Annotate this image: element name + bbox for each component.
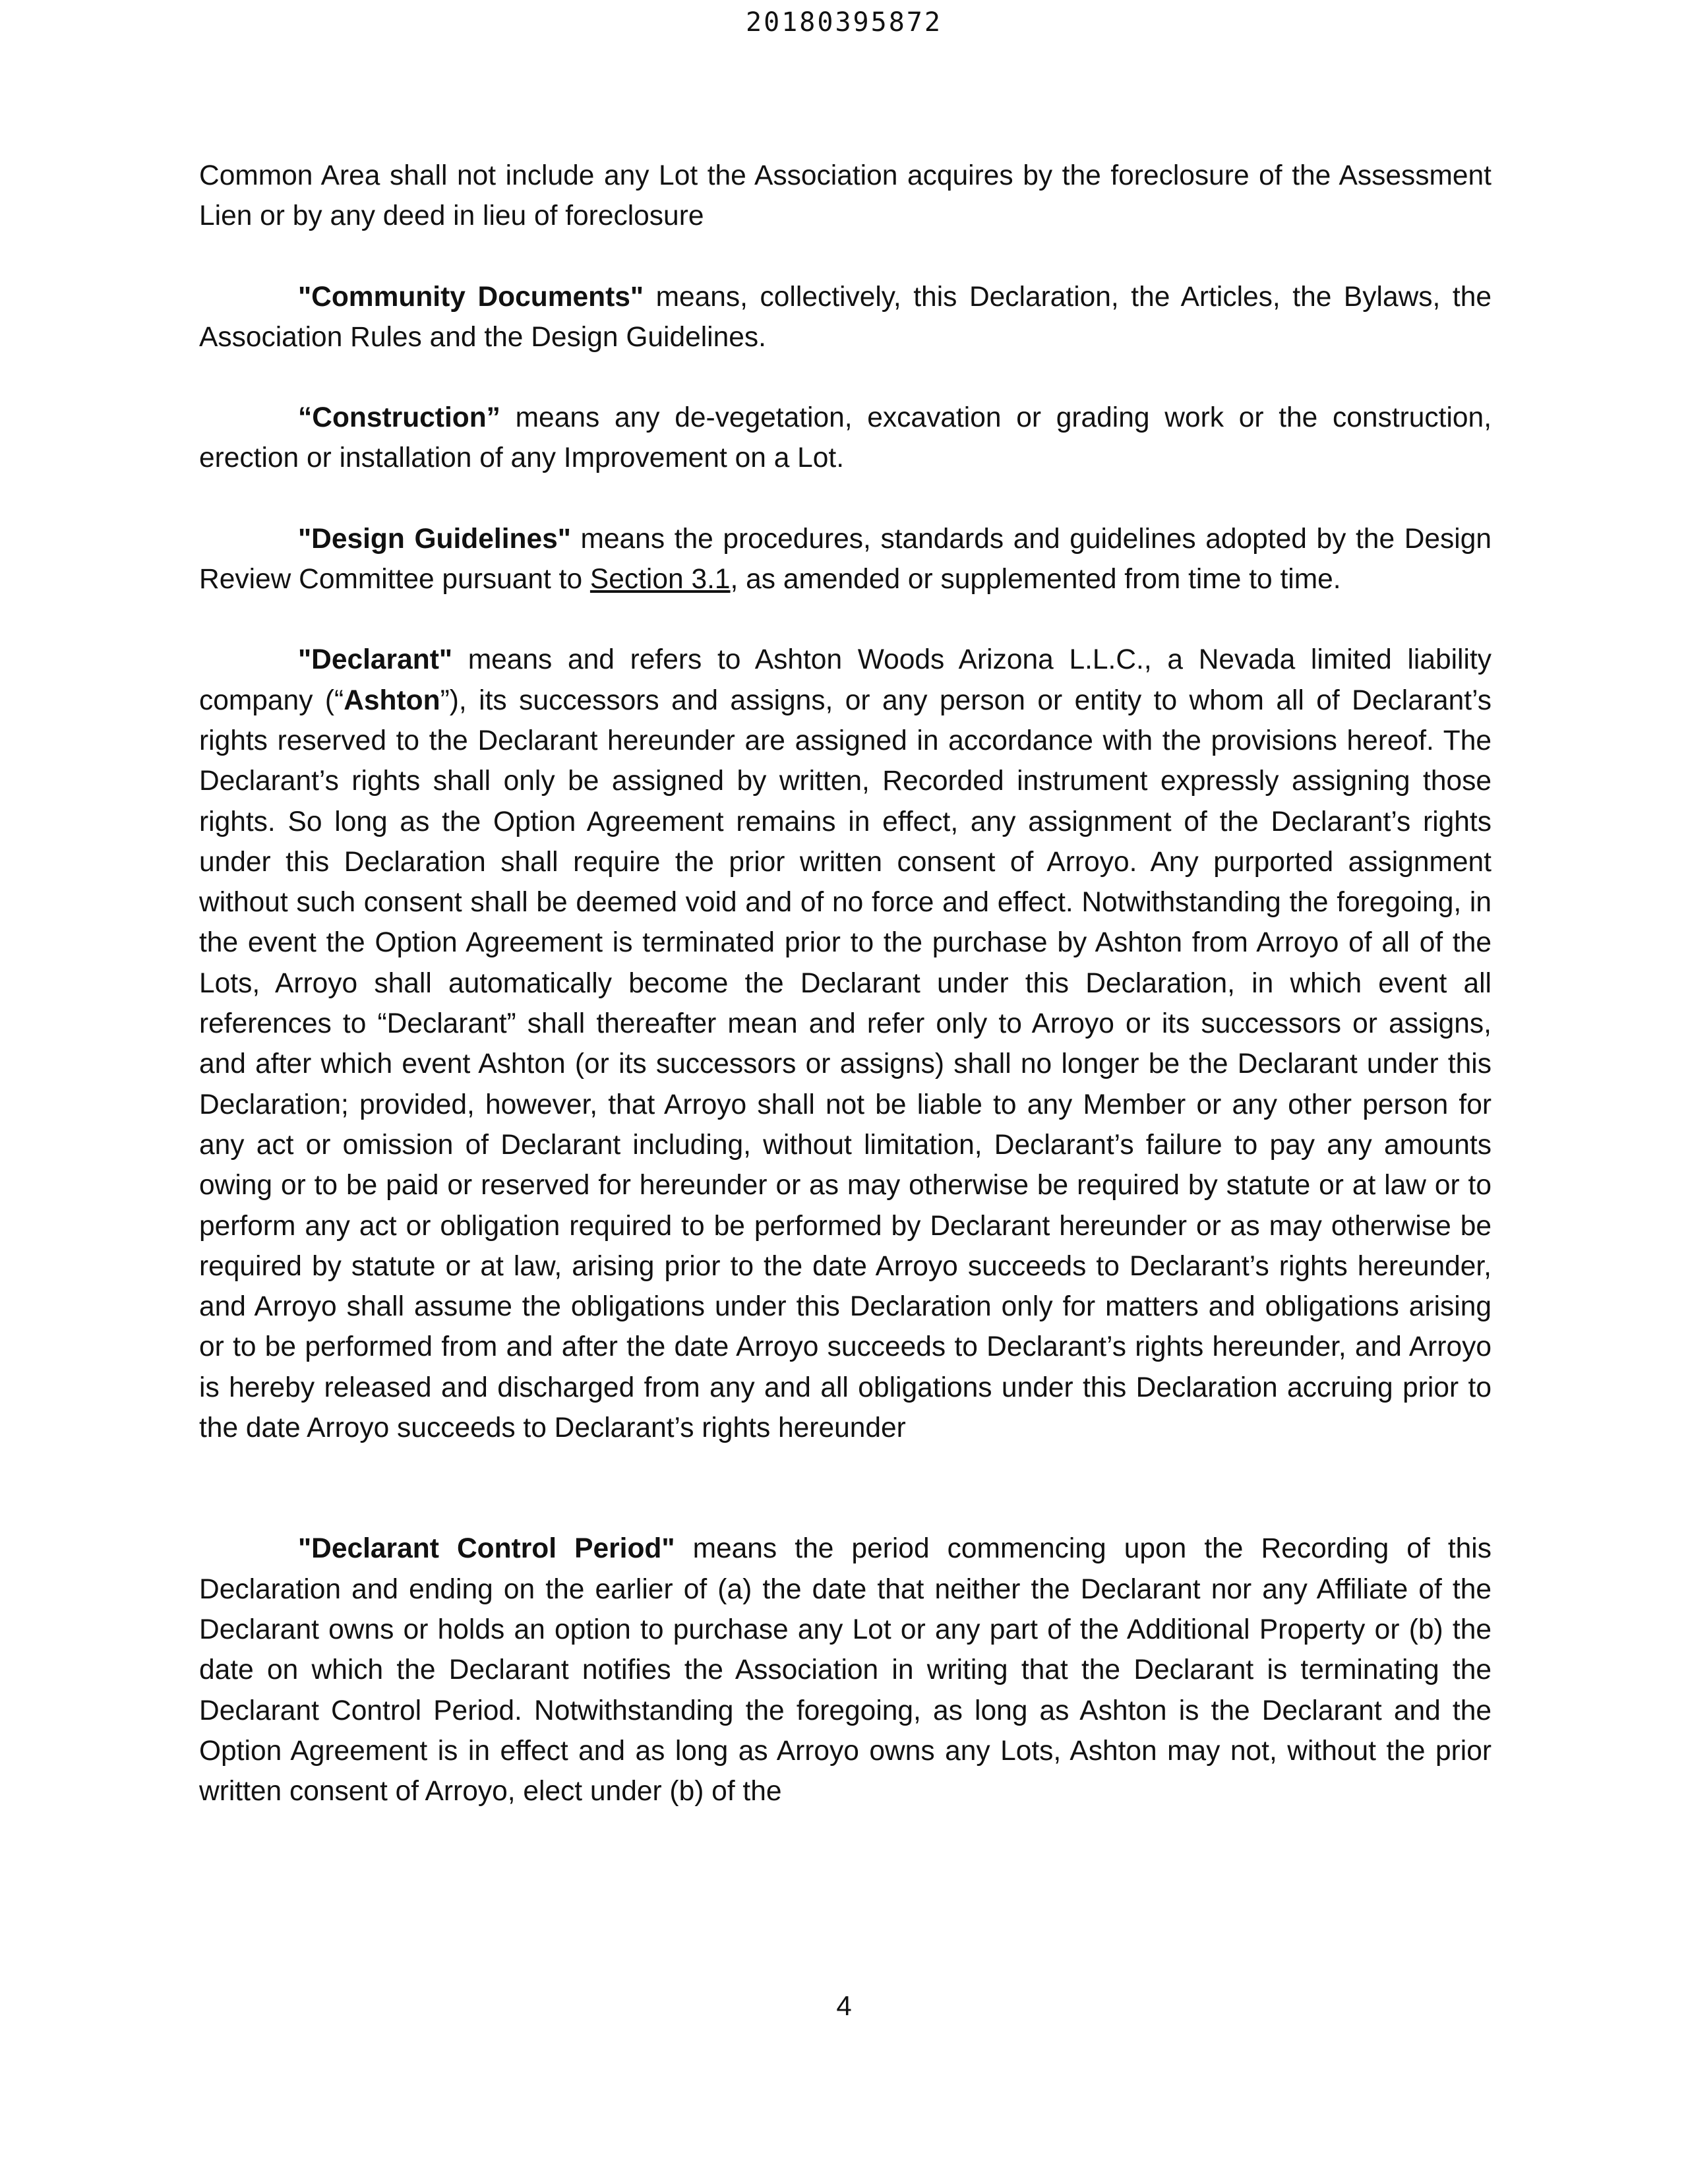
defined-term: "Declarant Control Period" xyxy=(298,1533,675,1565)
definition-design-guidelines xyxy=(199,519,1492,600)
definition-declarant xyxy=(199,640,1492,1448)
page-body xyxy=(199,156,1492,1811)
defined-term: "Community Documents" xyxy=(298,281,644,313)
definition-declarant-control-period xyxy=(199,1529,1492,1811)
definition-text: means and refers to Ashton Woods Arizona L.L.C., a Nevada limited liability company (“ xyxy=(199,644,1492,716)
definition-text: means the procedures, standards and guidelines adopted by the Design Review Committee pursuant to xyxy=(199,523,1492,595)
definition-community-documents xyxy=(199,277,1492,358)
page-number: 4 xyxy=(836,1990,852,2021)
definition-text: means any de-vegetation, excavation or grading work or the construction, erection or installation of any Improvement on a Lot. xyxy=(199,402,1492,474)
definition-text: means, collectively, this Declaration, the Articles, the Bylaws, the Association Rules and the Design Guidelines. xyxy=(199,281,1492,353)
document-number: 20180395872 xyxy=(746,7,942,38)
definition-text: ”), its successors and assigns, or any person or entity to whom all of Declarant’s rights reserved to the Declarant hereunder are assigned in accordance with the provisions hereof. The Declarant’s rights shall only be assigned by written, Recorded instrument expressly assigning those rights. So long as the Option Agreement remains in effect, any assignment of the Declarant’s rights under this Declaration shall require the prior written consent of Arroyo. Any purported assignment without such consent shall be deemed void and of no force and effect. Notwithstanding the foregoing, in the event the Option Agreement is terminated prior to the purchase by Ashton from Arroyo of all of the Lots, Arroyo shall automatically become the Declarant under this Declaration, in which event all references to “Declarant” shall thereafter mean and refer only to Arroyo or its successors or assigns, and after which event Ashton (or its successors or assigns) shall no longer be the Declarant under this Declaration; provided, however, that Arroyo shall not be liable to any Member or any other person for any act or omission of Declarant including, without limitation, Declarant’s failure to pay any amounts owing or to be paid or reserved for hereunder or as may otherwise be required by statute or at law or to perform any act or obligation required to be performed by Declarant hereunder or as may otherwise be required by statute or at law, arising prior to the date Arroyo succeeds to Declarant’s rights hereunder, and Arroyo shall assume the obligations under this Declaration only for matters and obligations arising or to be performed from and after the date Arroyo succeeds to Declarant’s rights hereunder, and Arroyo is hereby released and discharged from any and all obligations under this Declaration accruing prior to the date Arroyo succeeds to Declarant’s rights hereunder xyxy=(199,684,1492,1444)
section-reference-link: Section 3.1 xyxy=(589,564,731,595)
definition-text: , as amended or supplemented from time to time. xyxy=(730,564,1341,595)
definition-text: means the period commencing upon the Recording of this Declaration and ending on the earlier of (a) the date that neither the Declarant nor any Affiliate of the Declarant owns or holds an option to purchase any Lot or any part of the Additional Property or (b) the date on which the Declarant notifies the Association in writing that the Declarant is terminating the Declarant Control Period. Notwithstanding the foregoing, as long as Ashton is the Declarant and the Option Agreement is in effect and as long as Arroyo owns any Lots, Ashton may not, without the prior written consent of Arroyo, elect under (b) of the xyxy=(199,1533,1492,1807)
defined-term: "Design Guidelines" xyxy=(298,523,571,555)
defined-term: "Declarant" xyxy=(298,644,452,676)
paragraph-common-area xyxy=(199,156,1492,237)
paragraph-text: Common Area shall not include any Lot the Association acquires by the foreclosure of the Assessment Lien or by any deed in lieu of foreclosure xyxy=(199,160,1492,232)
definition-construction xyxy=(199,398,1492,479)
defined-term: “Construction” xyxy=(298,402,500,434)
defined-term-ashton: Ashton xyxy=(344,684,440,716)
